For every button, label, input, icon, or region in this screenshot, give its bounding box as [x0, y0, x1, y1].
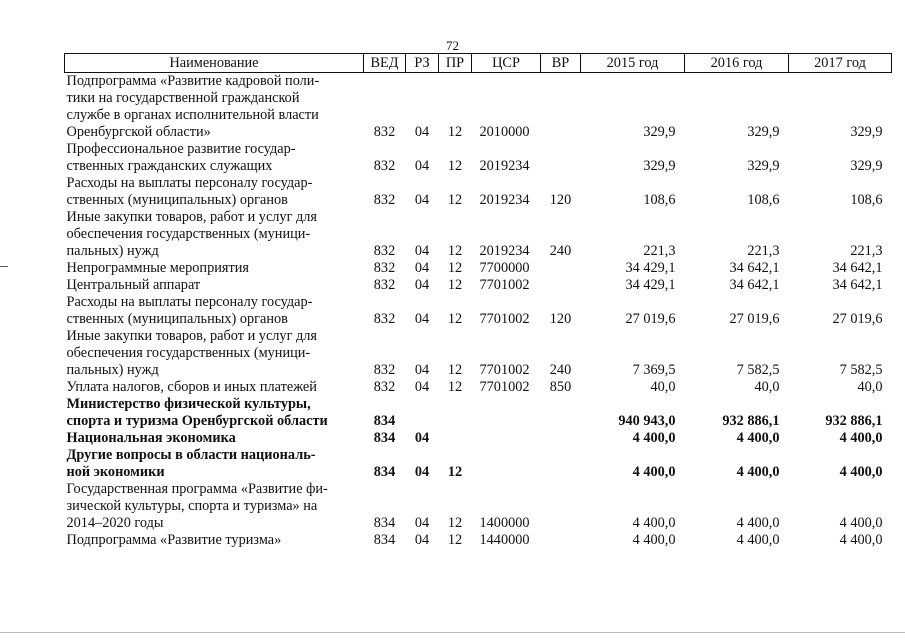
- cell-ved: 832: [373, 192, 396, 208]
- cell-pr: 12: [447, 277, 463, 293]
- table-row: [65, 379, 892, 396]
- header-ved: ВЕД: [364, 54, 406, 73]
- cell-y2016: 34 642,1: [729, 277, 780, 293]
- header-vr: ВР: [541, 54, 581, 73]
- cell-y2017: 34 642,1: [832, 260, 883, 276]
- cell-name: Уплата налогов, сборов и иных платежей: [66, 379, 317, 395]
- cell-pr: 12: [447, 515, 463, 531]
- cell-y2016: 4 400,0: [736, 515, 780, 531]
- table-row: [65, 532, 892, 549]
- cell-pr: 12: [447, 260, 463, 276]
- cell-pr: 12: [447, 158, 463, 174]
- cell-y2017: 108,6: [850, 192, 883, 208]
- cell-y2017: 27 019,6: [832, 311, 883, 327]
- cell-y2015: 4 400,0: [632, 464, 676, 480]
- cell-pr: [439, 396, 472, 430]
- cell-rz: [406, 396, 439, 430]
- table-row: [65, 294, 892, 328]
- cell-y2017: 221,3: [850, 243, 883, 259]
- cell-ved: 832: [373, 260, 396, 276]
- cell-csr: 7701002: [479, 379, 530, 395]
- budget-table: [64, 53, 892, 549]
- cell-name: Профессиональное развитие государ- ственных гражданских служащих: [66, 141, 296, 174]
- cell-pr: 12: [439, 73, 472, 142]
- cell-vr: 120: [549, 311, 572, 327]
- header-pr: ПР: [439, 54, 472, 73]
- cell-y2017: 4 400,0: [839, 430, 883, 446]
- cell-csr: 7701002: [479, 362, 530, 378]
- cell-ved: 834: [373, 515, 396, 531]
- cell-ved: 832: [373, 362, 396, 378]
- table-row: [65, 396, 892, 430]
- table-header-row: [65, 54, 892, 73]
- cell-rz: 04: [414, 243, 430, 259]
- cell-pr: 12: [447, 311, 463, 327]
- cell-rz: 04: [414, 515, 430, 531]
- cell-y2015: 4 400,0: [632, 532, 676, 548]
- cell-name: Подпрограмма «Развитие кадровой поли- тики на государственной гражданской службе в органах исполнительной власти Оренбургской области»: [65, 73, 364, 142]
- page-number: 72: [446, 38, 459, 53]
- cell-ved: 832: [373, 158, 396, 174]
- table-row: [65, 328, 892, 379]
- cell-y2017: 4 400,0: [839, 464, 883, 480]
- cell-y2016: 329,9: [747, 158, 780, 174]
- cell-y2016: 7 582,5: [736, 362, 780, 378]
- cell-y2015: 329,9: [643, 158, 676, 174]
- table-row: [65, 277, 892, 294]
- cell-csr: 2019234: [479, 192, 530, 208]
- cell-name: Другие вопросы в области националь- ной экономики: [66, 447, 316, 480]
- cell-ved: 832: [364, 73, 406, 142]
- cell-name: Министерство физической культуры, спорта и туризма Оренбургской области: [66, 396, 328, 429]
- cell-y2017: 4 400,0: [839, 532, 883, 548]
- header-2017: 2017 год: [789, 54, 892, 73]
- cell-csr: 7700000: [479, 260, 530, 276]
- cell-pr: 12: [447, 243, 463, 259]
- table-row: [65, 447, 892, 481]
- cell-vr: [541, 141, 581, 175]
- cell-vr: [541, 396, 581, 430]
- cell-y2016: 4 400,0: [736, 532, 780, 548]
- cell-y2016: 221,3: [747, 243, 780, 259]
- cell-rz: 04: [414, 192, 430, 208]
- cell-vr: [541, 260, 581, 277]
- cell-y2015: 4 400,0: [632, 515, 676, 531]
- cell-ved: 834: [373, 430, 396, 446]
- cell-csr: 1400000: [479, 515, 530, 531]
- cell-y2016: 4 400,0: [736, 430, 780, 446]
- cell-y2017: 40,0: [857, 379, 883, 395]
- cell-vr: [541, 481, 581, 532]
- cell-y2016: 40,0: [754, 379, 780, 395]
- cell-name: Подпрограмма «Развитие туризма»: [66, 532, 282, 548]
- cell-rz: 04: [414, 362, 430, 378]
- cell-csr: 2019234: [479, 243, 530, 259]
- cell-vr: [541, 447, 581, 481]
- cell-y2016: 932 886,1: [722, 413, 780, 429]
- cell-pr: 12: [447, 532, 463, 548]
- cell-vr: [541, 277, 581, 294]
- cell-rz: 04: [414, 260, 430, 276]
- table-row: [65, 260, 892, 277]
- cell-y2017: 932 886,1: [825, 413, 883, 429]
- cell-y2015: 108,6: [643, 192, 676, 208]
- scan-edge-mark: [0, 266, 8, 267]
- cell-name: Государственная программа «Развитие фи- зической культуры, спорта и туризма» на 2014–2020 годы: [66, 481, 328, 531]
- cell-pr: 12: [447, 379, 463, 395]
- cell-rz: 04: [414, 311, 430, 327]
- cell-y2015: 329,9: [581, 73, 685, 142]
- cell-rz: 04: [414, 158, 430, 174]
- cell-y2015: 34 429,1: [625, 277, 676, 293]
- cell-ved: 834: [373, 413, 396, 429]
- cell-ved: 832: [373, 243, 396, 259]
- cell-name: Центральный аппарат: [66, 277, 201, 293]
- table-row: [65, 73, 892, 142]
- cell-vr: 120: [549, 192, 572, 208]
- cell-y2017: 329,9: [850, 158, 883, 174]
- cell-csr: [472, 430, 541, 447]
- table-body: [65, 73, 892, 550]
- header-2015: 2015 год: [581, 54, 685, 73]
- header-rz: РЗ: [406, 54, 439, 73]
- cell-name: Иные закупки товаров, работ и услуг для обеспечения государственных (муници- пальных) нужд: [66, 328, 317, 378]
- cell-y2017: 7 582,5: [839, 362, 883, 378]
- cell-name: Расходы на выплаты персоналу государ- ственных (муниципальных) органов: [66, 175, 313, 208]
- table-row: [65, 141, 892, 175]
- cell-csr: 7701002: [479, 311, 530, 327]
- cell-vr: 240: [549, 243, 572, 259]
- cell-pr: 12: [447, 362, 463, 378]
- cell-ved: 834: [373, 464, 396, 480]
- cell-name: Непрограммные мероприятия: [66, 260, 249, 276]
- table-row: [65, 430, 892, 447]
- cell-name: Национальная экономика: [66, 430, 236, 446]
- cell-rz: 04: [414, 379, 430, 395]
- cell-y2017: 329,9: [789, 73, 892, 142]
- cell-csr: 2010000: [472, 73, 541, 142]
- cell-rz: 04: [414, 430, 430, 446]
- cell-pr: 12: [447, 192, 463, 208]
- cell-y2016: 108,6: [747, 192, 780, 208]
- scan-artifact-line: [0, 632, 905, 633]
- cell-y2017: 4 400,0: [839, 515, 883, 531]
- cell-y2017: 34 642,1: [832, 277, 883, 293]
- cell-vr: [541, 532, 581, 549]
- cell-rz: 04: [414, 532, 430, 548]
- header-name: Наименование: [65, 54, 364, 73]
- cell-pr: 12: [447, 464, 463, 480]
- cell-y2015: 940 943,0: [618, 413, 676, 429]
- table-row: [65, 209, 892, 260]
- cell-vr: [541, 430, 581, 447]
- cell-y2015: 34 429,1: [625, 260, 676, 276]
- cell-ved: 832: [373, 311, 396, 327]
- cell-vr: [541, 73, 581, 142]
- cell-name: Иные закупки товаров, работ и услуг для обеспечения государственных (муници- пальных) нужд: [66, 209, 317, 259]
- cell-csr: [472, 447, 541, 481]
- cell-csr: 1440000: [479, 532, 530, 548]
- cell-csr: [472, 396, 541, 430]
- cell-vr: 850: [549, 379, 572, 395]
- cell-rz: 04: [406, 73, 439, 142]
- cell-y2016: 4 400,0: [736, 464, 780, 480]
- cell-y2016: 27 019,6: [729, 311, 780, 327]
- cell-rz: 04: [414, 277, 430, 293]
- table-row: [65, 175, 892, 209]
- cell-csr: 2019234: [479, 158, 530, 174]
- cell-y2015: 27 019,6: [625, 311, 676, 327]
- cell-rz: 04: [414, 464, 430, 480]
- header-2016: 2016 год: [685, 54, 789, 73]
- cell-vr: 240: [549, 362, 572, 378]
- cell-ved: 832: [373, 277, 396, 293]
- cell-name: Расходы на выплаты персоналу государ- ственных (муниципальных) органов: [66, 294, 313, 327]
- cell-y2015: 7 369,5: [632, 362, 676, 378]
- cell-y2016: 329,9: [685, 73, 789, 142]
- cell-y2015: 221,3: [643, 243, 676, 259]
- cell-csr: 7701002: [479, 277, 530, 293]
- table-row: [65, 481, 892, 532]
- cell-ved: 832: [373, 379, 396, 395]
- cell-ved: 834: [373, 532, 396, 548]
- cell-y2016: 34 642,1: [729, 260, 780, 276]
- cell-pr: [439, 430, 472, 447]
- cell-y2015: 40,0: [650, 379, 676, 395]
- header-csr: ЦСР: [472, 54, 541, 73]
- cell-y2015: 4 400,0: [632, 430, 676, 446]
